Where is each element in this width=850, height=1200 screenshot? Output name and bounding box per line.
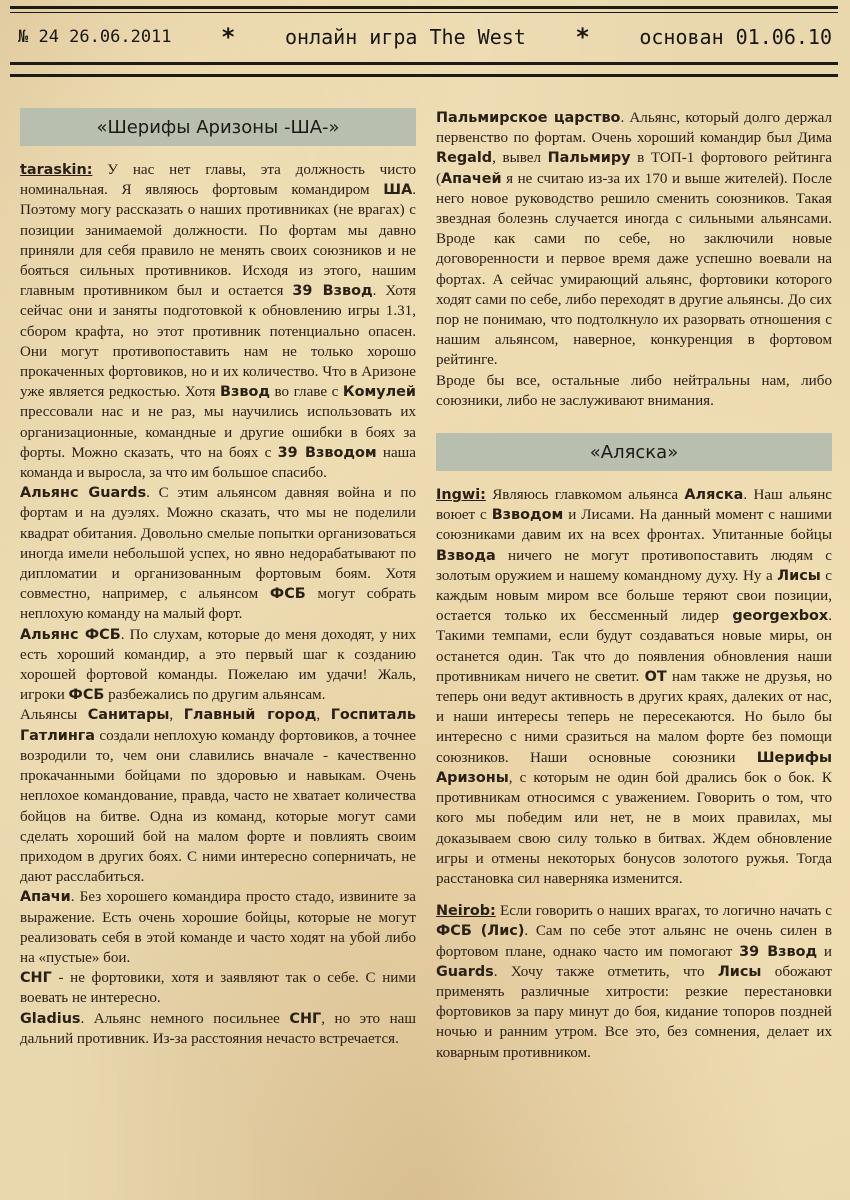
text-run: - не фортовики, хотя и заявляют так о себе. С ними воевать не интересно. xyxy=(20,970,416,1007)
text-run: . Хочу также отметить, что xyxy=(493,963,718,980)
bold-name: ФСБ (Лис) xyxy=(436,923,525,940)
masthead-star: * xyxy=(575,23,590,51)
article-paragraph xyxy=(436,485,832,889)
right-article-bottom xyxy=(436,485,832,1063)
bold-name: Взвода xyxy=(436,547,496,564)
article-paragraph xyxy=(20,483,416,624)
bold-name: Лисы xyxy=(777,567,821,584)
section-title-alaska: «Аляска» xyxy=(436,433,832,471)
text-run: . По слухам, которые до меня доходят, у них есть хороший командир, а это первый шаг к созданию хорошей фортовой команды. Пожелаю им удачи! Жаль, игроки xyxy=(20,626,416,704)
text-run: . Без хорошего командира просто стадо, извините за выражение. Есть очень хорошие бойцы, которые не могут реализовать себя в этой команде и часто ходят на убой либо на «пустые» бои. xyxy=(20,889,416,966)
bold-name: Пальмиру xyxy=(547,150,631,167)
text-run: нам также не друзья, но теперь они ведут активность в других краях, далеких от нас, и наши интересы теперь не пересекаются. Но было бы интересно с ними сразиться на малом форте без помощи союзников. Наши основные союзники xyxy=(436,668,832,766)
bold-name: Аляска xyxy=(684,487,744,504)
text-run: Альянсы xyxy=(20,707,88,724)
text-run: . Поэтому могу рассказать о наших противниках (не врагах) с позиции занимаемой должности. По фортам мы давно приняли для себя правило не менять своих союзников и не бояться сильных противников. Исходя из этого, нашим главным противником был и остается xyxy=(20,182,416,300)
bold-name: СНГ xyxy=(289,1010,322,1027)
right-column xyxy=(436,108,832,1063)
text-run: и xyxy=(817,943,833,960)
text-run: с каждым новым миром все больше теряют свои позиции, остается только их бессменный лидер xyxy=(436,567,832,625)
text-run: наша команда и выросла, за что им большое спасибо. xyxy=(20,444,416,482)
article-paragraph xyxy=(20,625,416,706)
author-name: Ingwi: xyxy=(436,487,486,504)
newspaper-title: онлайн игра The West xyxy=(285,25,526,49)
bold-name: ОТ xyxy=(644,668,667,685)
text-run: . С этим альянсом давняя война и по фортам и на дуэлях. Можно сказать, что мы не поделили квадрат обитания. Довольно смелые попытки организоваться иногда имели небольшой успех, но явно недорабатывают по дипломатии и организованным фортовым боям. Хотя совместно, например, с альянсом xyxy=(20,485,416,603)
bold-name: Комулей xyxy=(342,384,416,401)
text-run: . Наш альянс воюет с xyxy=(436,487,832,524)
article-paragraph xyxy=(20,1009,416,1049)
article-paragraph xyxy=(436,371,832,411)
bold-name: Главный город xyxy=(183,707,317,724)
article-paragraph xyxy=(20,887,416,968)
text-run: и Лисами. На данный момент с нашими союзниками давим их на всех фронтах. Упитанные бойцы xyxy=(436,507,833,544)
text-run: У нас нет главы, эта должность чисто номинальная. Я являюсь фортовым командиром xyxy=(20,162,416,199)
text-run: прессовали нас и не раз, мы научились использовать их организационные, командные и другие ошибки в боях за форты. Можно сказать, что на боях с xyxy=(20,404,416,461)
issue-number-date: № 24 26.06.2011 xyxy=(18,27,172,47)
bold-name: СНГ xyxy=(20,970,52,987)
right-article-top xyxy=(436,108,832,411)
bold-name: Пальмирское царство xyxy=(436,110,621,126)
text-run: . Хотя сейчас они и заняты подготовкой к обновлению игры 1.31, сбором крафта, но этот противник потенциально опасен. Они могут противопоставить нам не только хорошо прокаченных фортовиков, но и их количество. Что в Аризоне уже является редкостью. Хотя xyxy=(20,283,416,401)
masthead-rule-bottom xyxy=(10,62,838,65)
text-run: Вроде бы все, остальные либо нейтральны нам, либо союзники, либо не заслуживают внимания. xyxy=(436,372,832,409)
bold-name: Альянс Guards xyxy=(20,485,147,502)
text-run: , но это наш дальний противник. Из-за расстояния нечасто встречается. xyxy=(20,1010,416,1047)
bold-name: Взводом xyxy=(491,507,564,524)
masthead-star: * xyxy=(221,23,236,51)
bold-name: Санитары xyxy=(87,707,170,724)
founded-date: основан 01.06.10 xyxy=(639,25,832,49)
text-run: я не считаю из-за их 170 и выше жителей). После него новое руководство решило сменить союзников. Такая звездная болезнь случается иногда с сильными альянсами. Вроде как сами по себе, но заключили новые договоренности и первое время даже успешно воевали на фортах. А сейчас умирающий альянс, фортовики которого ходят сами по себе, либо переходят в другие альянсы. До сих пор не понимаю, что подтолкнуло их разорвать отношения с нашим альянсом, наверное, конкуренция в фортовом рейтинге. xyxy=(436,170,832,369)
article-paragraph xyxy=(20,968,416,1008)
bold-name: Апачей xyxy=(441,170,502,187)
bold-name: ФСБ xyxy=(68,687,105,704)
masthead-rule-bottom-2 xyxy=(10,74,838,77)
text-run: . Альянс, который долго держал первенство по фортам. Очень хороший командир был Дима xyxy=(436,110,832,147)
text-run: создали неплохую команду фортовиков, а точнее возродили то, чем они славились вначале - качественно прокачанными бойцами по здоровью и навыкам. Очень неплохое командование, правда, часто не хватает количества бойцов на битве. Одна из команд, которые могут сами сделать хороший бой на малом форте и повлиять своим приходом в других боях. С ними интересно соперничать, не дают расслабиться. xyxy=(20,727,416,886)
bold-name: Guards xyxy=(436,963,494,980)
text-run: , xyxy=(316,707,331,724)
article-paragraph xyxy=(436,108,832,371)
text-run: обожают применять различные хитрости: резкие перестановки фортовиков за пару минут до боя, кидание топоров поздней ночью и ранним утром. Все это, без сомнения, делает их коварным противником. xyxy=(436,963,832,1061)
text-run: могут собрать неплохую команду на малый форт. xyxy=(20,586,417,623)
author-name: taraskin: xyxy=(20,162,93,178)
bold-name: 39 Взводом xyxy=(277,444,377,461)
bold-name: Апачи xyxy=(20,889,71,906)
bold-name: Gladius xyxy=(20,1010,81,1027)
article-paragraph xyxy=(20,160,416,483)
text-run: Если говорить о наших врагах, то логично начать с xyxy=(495,903,832,920)
author-name: Neirob: xyxy=(436,903,496,920)
bold-name: Шерифы Аризоны xyxy=(436,749,832,786)
section-title-sheriffs: «Шерифы Аризоны -ША-» xyxy=(20,108,416,146)
masthead-rule-top xyxy=(10,6,838,9)
bold-name: ША xyxy=(383,182,413,199)
text-run: разбежались по другим альянсам. xyxy=(104,687,326,704)
left-article xyxy=(20,160,416,1049)
masthead xyxy=(0,0,850,80)
text-run: , вывел xyxy=(492,150,548,167)
bold-name: Взвод xyxy=(220,384,270,401)
paragraph-gap xyxy=(436,889,832,901)
bold-name: Regald xyxy=(436,150,493,167)
masthead-text xyxy=(18,20,832,54)
bold-name: 39 Взвод xyxy=(739,943,818,960)
text-run: . Такими темпами, если будут создаваться новые миры, он останется один. Так что до появления обновления наши противникам ничего не светит. xyxy=(436,608,832,685)
text-run: . Сам по себе этот альянс не очень силен в фортовом плане, однако часто им помогают xyxy=(436,923,833,960)
text-run: ничего не могут противопоставить людям с золотым оружием и нашему командному духу. Ну а xyxy=(436,547,832,584)
text-run: в ТОП-1 фортового рейтинга ( xyxy=(436,150,833,187)
left-column xyxy=(20,108,416,1049)
bold-name: Альянс ФСБ xyxy=(20,626,121,643)
bold-name: georgexbox xyxy=(732,608,829,625)
bold-name: 39 Взвод xyxy=(292,283,373,300)
text-run: , xyxy=(169,707,184,724)
text-run: во главе с xyxy=(269,384,343,401)
text-run: Являюсь главкомом альянса xyxy=(485,487,685,504)
bold-name: ФСБ xyxy=(269,586,306,603)
masthead-rule-top-thin xyxy=(10,12,838,13)
bold-name: Лисы xyxy=(717,963,762,980)
article-paragraph xyxy=(20,705,416,887)
text-run: , с которым не один бой дрались бок о бок. К противникам относимся с уважением. Говорить о том, что кого мы победим или нет, не в моих правилах, мы доказываем свою силу только в битвах. Ждем обновление игры и отмены некоторых бонусов золотого ружья. Тогда расстановка сил наверняка изменится. xyxy=(436,769,832,887)
article-paragraph xyxy=(436,901,832,1063)
text-run: . Альянс немного посильнее xyxy=(80,1010,290,1027)
bold-name: Госпиталь Гатлинга xyxy=(20,707,417,744)
